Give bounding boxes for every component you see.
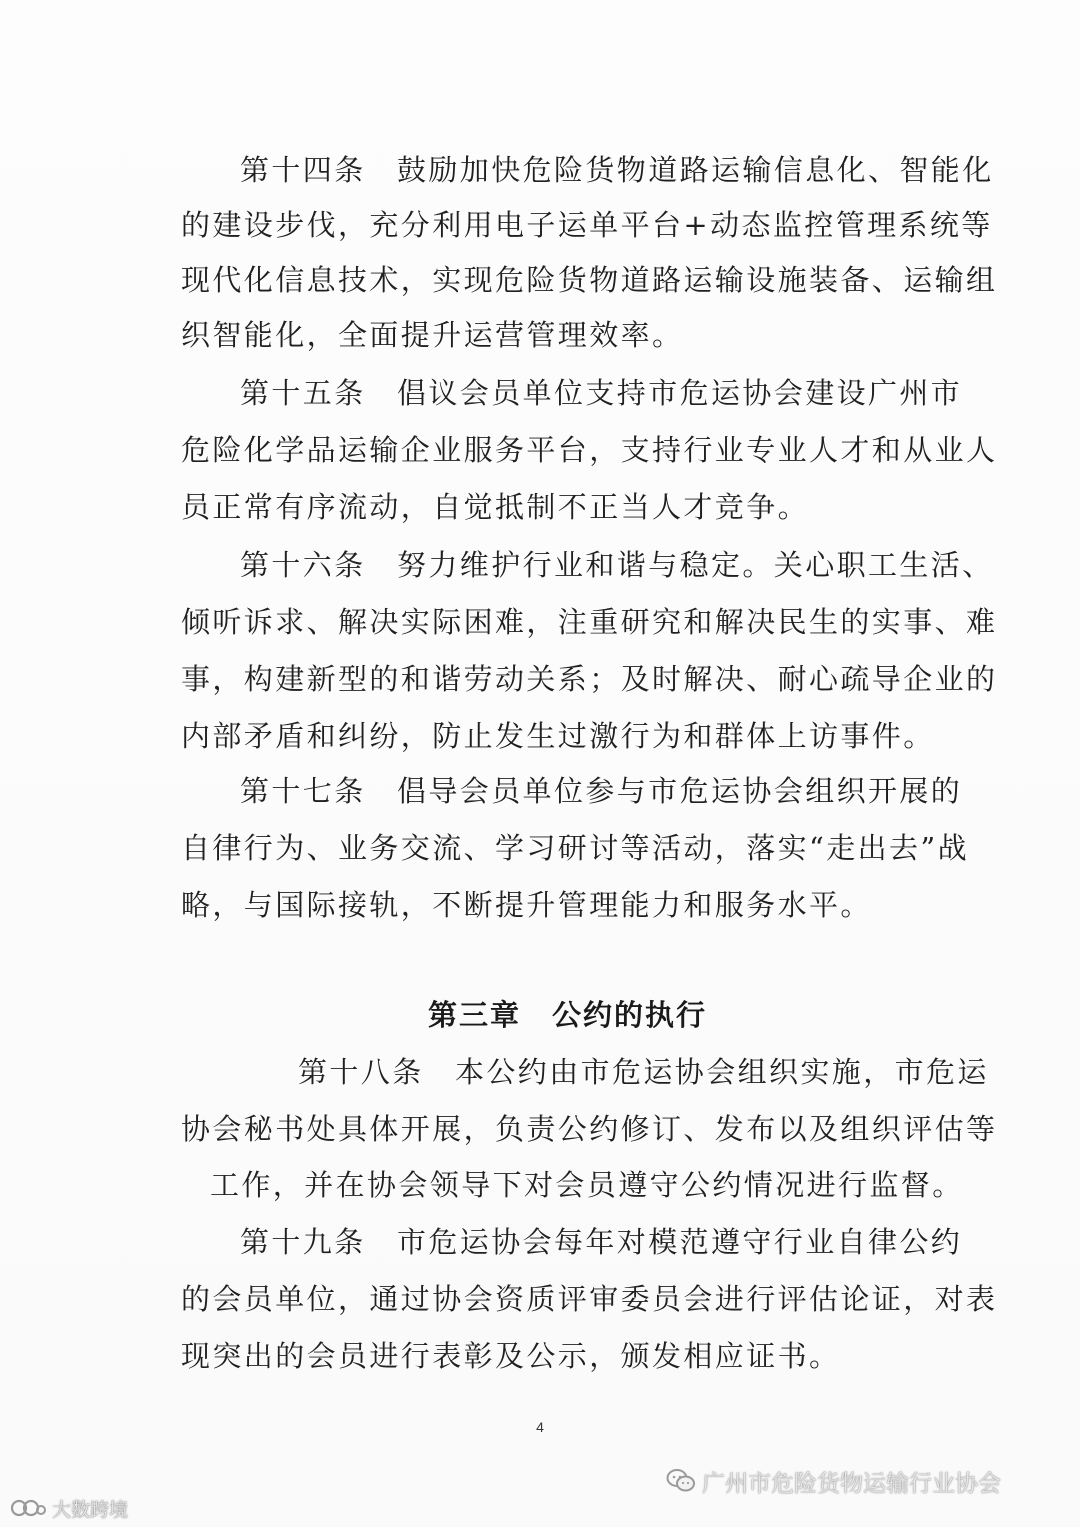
article-14-line-3: 现代化信息技术，实现危险货物道路运输设施装备、运输组	[181, 263, 998, 297]
wechat-account-name: 广州市危险货物运输行业协会	[702, 1470, 1001, 1497]
brand-logo-icon	[10, 1496, 48, 1520]
article-18-line-3: 工作，并在协会领导下对会员遵守公约情况进行监督。	[210, 1168, 964, 1202]
article-14-line-2: 的建设步伐，充分利用电子运单平台+动态监控管理系统等	[181, 208, 993, 242]
article-15-line-3: 员正常有序流动，自觉抵制不正当人才竞争。	[181, 490, 810, 524]
article-19-line-3: 现突出的会员进行表彰及公示，颁发相应证书。	[181, 1339, 841, 1373]
page-number: 4	[536, 1419, 544, 1435]
article-17-line-2: 自律行为、业务交流、学习研讨等活动，落实“走出去”战	[181, 831, 970, 865]
article-17-line-3: 略，与国际接轨，不断提升管理能力和服务水平。	[181, 888, 872, 922]
article-15-line-2: 危险化学品运输企业服务平台，支持行业专业人才和从业人	[181, 433, 998, 467]
article-19-line-2: 的会员单位，通过协会资质评审委员会进行评估论证，对表	[181, 1282, 998, 1316]
brand-name: 大数跨境	[52, 1498, 129, 1521]
article-19-line-1: 第十九条 市危运协会每年对模范遵守行业自律公约	[240, 1225, 963, 1259]
article-16-line-3: 事，构建新型的和谐劳动关系；及时解决、耐心疏导企业的	[181, 662, 998, 696]
article-14-line-4: 织智能化，全面提升运营管理效率。	[181, 318, 684, 352]
chapter-heading: 第三章 公约的执行	[428, 998, 708, 1032]
article-16-line-2: 倾听诉求、解决实际困难，注重研究和解决民生的实事、难	[181, 605, 998, 639]
article-15-line-1: 第十五条 倡议会员单位支持市危运协会建设广州市	[240, 376, 963, 410]
article-17-line-1: 第十七条 倡导会员单位参与市危运协会组织开展的	[240, 774, 963, 808]
brand-watermark	[10, 1494, 128, 1522]
article-18-line-2: 协会秘书处具体开展，负责公约修订、发布以及组织评估等	[181, 1112, 998, 1146]
wechat-account-watermark	[666, 1466, 1001, 1496]
article-16-line-1: 第十六条 努力维护行业和谐与稳定。关心职工生活、	[240, 548, 994, 582]
article-16-line-4: 内部矛盾和纠纷，防止发生过激行为和群体上访事件。	[181, 719, 935, 753]
article-18-line-1: 第十八条 本公约由市危运协会组织实施，市危运	[298, 1055, 989, 1089]
article-14-line-1: 第十四条 鼓励加快危险货物道路运输信息化、智能化	[240, 153, 994, 187]
wechat-icon	[666, 1468, 696, 1494]
